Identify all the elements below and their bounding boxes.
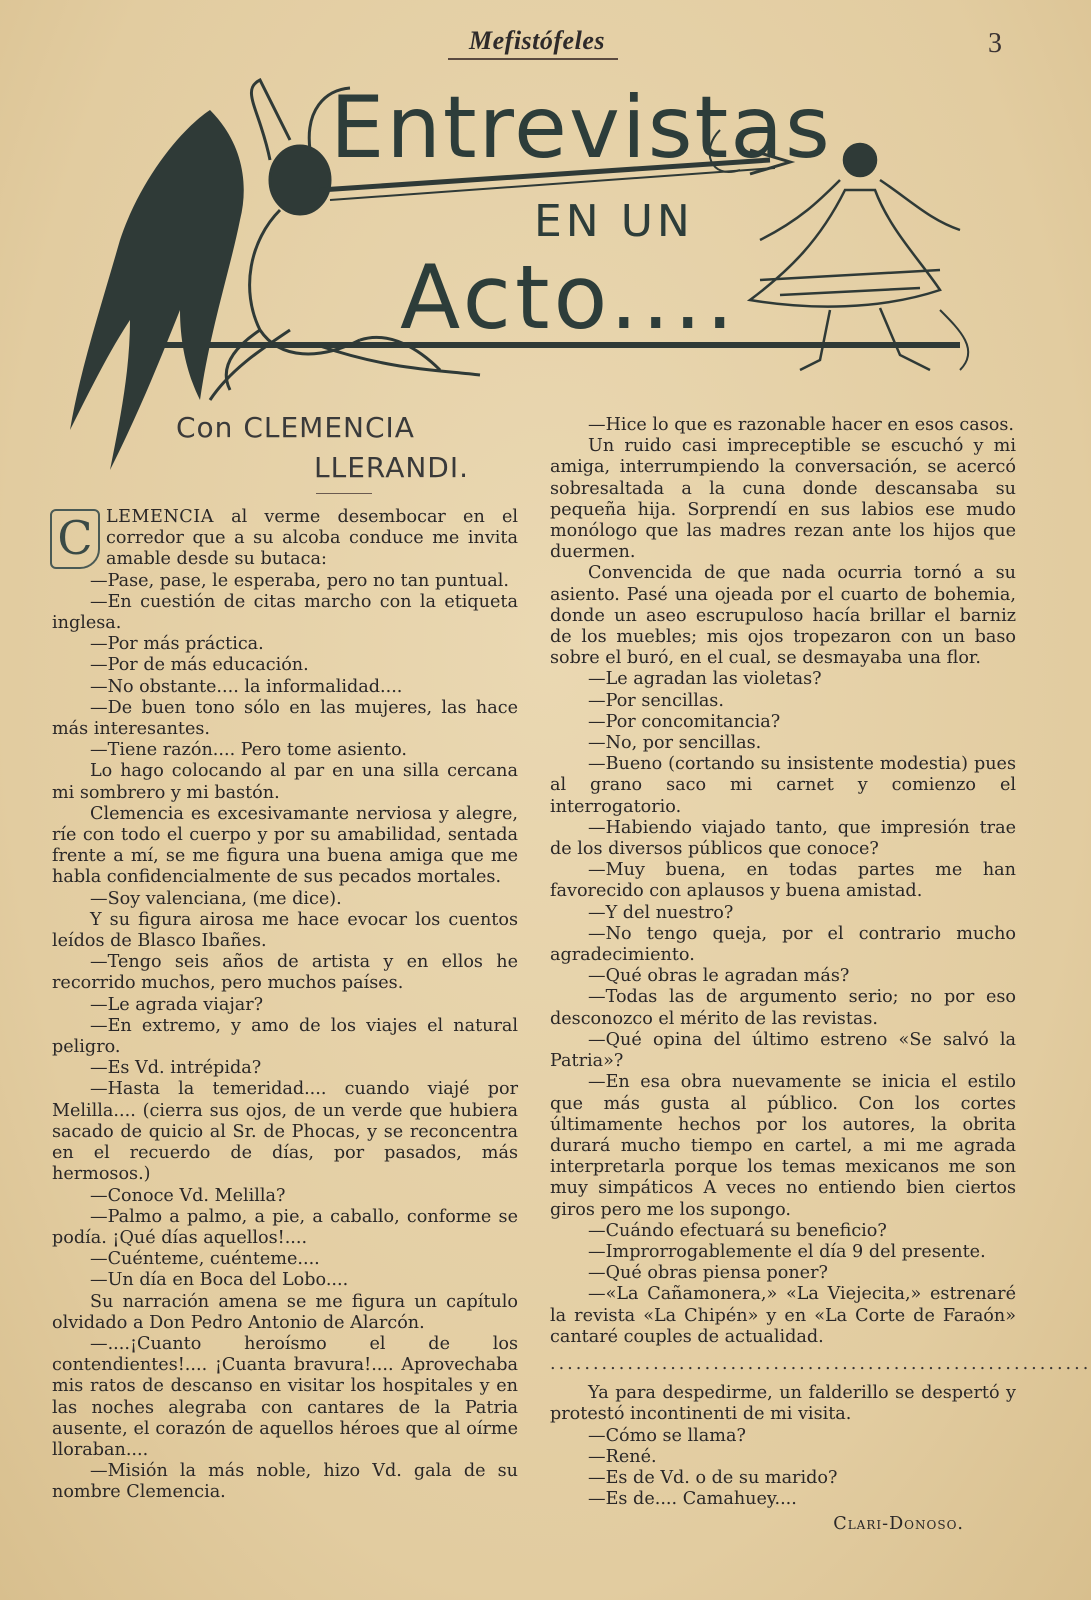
paragraph: Lo hago colocando al par en una silla cercana mi sombrero y mi bastón. (52, 761, 518, 803)
paragraph: —En cuestión de citas marcho con la etiqueta inglesa. (52, 591, 518, 634)
paragraph: —Por más práctica. (90, 634, 264, 655)
subject-divider (316, 493, 372, 494)
subject-line-1: Con CLEMENCIA (176, 411, 415, 444)
masthead-underline (448, 58, 618, 60)
closing-paragraphs (550, 1383, 1016, 1510)
paragraph: —Tengo seis años de artista y en ellos he recorrido muchos, pero muchos países. (52, 952, 518, 994)
paragraph: —Tiene razón.... Pero tome asiento. (90, 740, 407, 761)
paragraph: —Qué opina del último estreno «Se salvó la Patria»? (550, 1029, 1016, 1072)
paragraph: —Cuénteme, cuénteme.... (90, 1249, 320, 1270)
paragraph: —Cómo se llama? (588, 1425, 746, 1446)
paragraph: —Es de Vd. o de su marido? (588, 1467, 838, 1488)
paragraph: —Misión la más noble, hizo Vd. gala de su nombre Clemencia. (52, 1461, 518, 1503)
title-line-1: Entrevistas (330, 78, 832, 178)
paragraph: —Es de.... Camahuey.... (588, 1489, 797, 1510)
paragraph: —En extremo, y amo de los viajes el natural peligro. (52, 1015, 518, 1058)
paragraph: —Cuándo efectuará su beneficio? (588, 1220, 887, 1241)
paragraph: —No tengo queja, por el contrario mucho agradecimiento. (550, 923, 1016, 966)
masthead: Mefistófeles (469, 26, 605, 55)
paragraph: —Y del nuestro? (588, 902, 734, 923)
subject-line-2: LLERANDI. (314, 451, 470, 484)
left-column (52, 507, 518, 1504)
paragraph: Convencida de que nada ocurria tornó a su asiento. Pasé una ojeada por el cuarto de bohemia, donde un aseo escrupuloso hacía brillar el barniz de los muebles; mis ojos tropezaron con un baso sobre el buró, en el cual, se desmayaba una flor. (550, 563, 1016, 669)
paragraph: Ya para despedirme, un falderillo se despertó y protestó incontinenti de mi visita. (550, 1383, 1016, 1425)
paragraph: Y su figura airosa me hace evocar los cuentos leídos de Blasco Ibañes. (52, 909, 518, 952)
paragraph: —No, por sencillas. (588, 733, 762, 754)
page-number: 3 (988, 28, 1002, 59)
paragraph: —Un día en Boca del Lobo.... (90, 1270, 349, 1291)
paragraph: —Por sencillas. (588, 690, 724, 711)
paragraph: —....¡Cuanto heroísmo el de los contendientes!.... ¡Cuanta bravura!.... Aprovechaba mis ratos de descanso en visitar los hospitales y en las noches alegraba con cantares de la Patria ausente, el corazón de aquellos héroes que al oírme lloraban.... (52, 1333, 518, 1460)
paragraph: —«La Cañamonera,» «La Viejecita,» estrenaré la revista «La Chipén» y en «La Corte de Faraón» cantaré couples de actualidad. (550, 1284, 1016, 1347)
intro-text: al verme desembocar en el corredor que a su alcoba conduce me invita amable desde su butaca: (106, 507, 518, 570)
right-paragraphs (550, 415, 1016, 1348)
paragraph: Un ruido casi impreceptible se escuchó y mi amiga, interrumpiendo la conversación, se acercó sobresaltada a la cuna donde descansaba su pequeña hija. Sorprendí en sus labios ese mudo monólogo que las madres rezan ante los hijos que duermen. (550, 436, 1016, 563)
author-signature: Clari-Donoso. (833, 1514, 964, 1535)
paragraph: —Pase, pase, le esperaba, pero no tan puntual. (90, 570, 510, 591)
paragraph: —Es Vd. intrépida? (90, 1058, 262, 1079)
paragraph: —Por concomitancia? (588, 711, 781, 732)
paragraph: Su narración amena se me figura un capítulo olvidado a Don Pedro Antonio de Alarcón. (52, 1291, 518, 1333)
paragraph: —Qué obras piensa poner? (588, 1263, 828, 1284)
paragraph: —En esa obra nuevamente se inicia el estilo que más gusta al público. Con los cortes últimamente hechos por los autores, la obrita durará mucho tiempo en cartel, a mi me agrada interpretarla porque los temas mexicanos me son muy simpáticos A veces no entiendo bien ciertos giros pero me los supongo. (550, 1072, 1016, 1220)
paragraph: —Soy valenciana, (me dice). (90, 888, 342, 909)
paragraph: —Por de más educación. (90, 655, 309, 676)
paragraph: —Todas las de argumento serio; no por eso desconozco el mérito de las revistas. (550, 987, 1016, 1029)
intro-paragraph (52, 507, 518, 571)
paragraph: —Le agrada viajar? (90, 994, 264, 1015)
left-paragraphs (52, 571, 518, 1504)
paragraph: —No obstante.... la informalidad.... (90, 676, 403, 697)
paragraph: —Bueno (cortando su insistente modestia) pues al grano saco mi carnet y comienzo el interrogatorio. (550, 754, 1016, 817)
interview-subject (176, 408, 506, 488)
paragraph: —Hasta la temeridad.... cuando viajé por Melilla.... (cierra sus ojos, de un verde que hubiera sacado de quicio al Sr. de Phocas, y se reconcentra en el recuerdo de días, por pasados, más hermosos.) (52, 1079, 518, 1185)
title-line-2: EN UN (534, 196, 694, 247)
paragraph: —Habiendo viajado tanto, que impresión trae de los diversos públicos que conoce? (550, 817, 1016, 860)
paragraph: —Muy buena, en todas partes me han favorecido con aplausos y buena amistad. (550, 860, 1016, 902)
right-column (550, 415, 1091, 1536)
paragraph: —Conoce Vd. Melilla? (90, 1185, 286, 1206)
paragraph: —Qué obras le agradan más? (588, 966, 850, 987)
title-line-3: Acto.... (400, 246, 738, 349)
paragraph: Clemencia es excesivamante nerviosa y alegre, ríe con todo el cuerpo y por su amabilidad, sentada frente a mí, se me figura una buena amiga que me habla confidencialmente de sus pecados mortales. (52, 803, 518, 888)
section-separator: ............................................................... (550, 1353, 1091, 1374)
paragraph: —De buen tono sólo en las mujeres, las hace más interesantes. (52, 697, 518, 740)
paragraph: —Le agradan las violetas? (588, 669, 822, 690)
intro-smallcaps: LEMENCIA (106, 507, 214, 527)
drop-cap: C (50, 509, 100, 569)
paragraph: —Hice lo que es razonable hacer en esos casos. (588, 415, 1015, 435)
paragraph: —René. (588, 1446, 657, 1467)
paragraph: —Palmo a palmo, a pie, a caballo, conforme se podía. ¡Qué días aquellos!.... (52, 1206, 518, 1248)
paragraph: —Improrrogablemente el día 9 del presente. (588, 1241, 986, 1262)
